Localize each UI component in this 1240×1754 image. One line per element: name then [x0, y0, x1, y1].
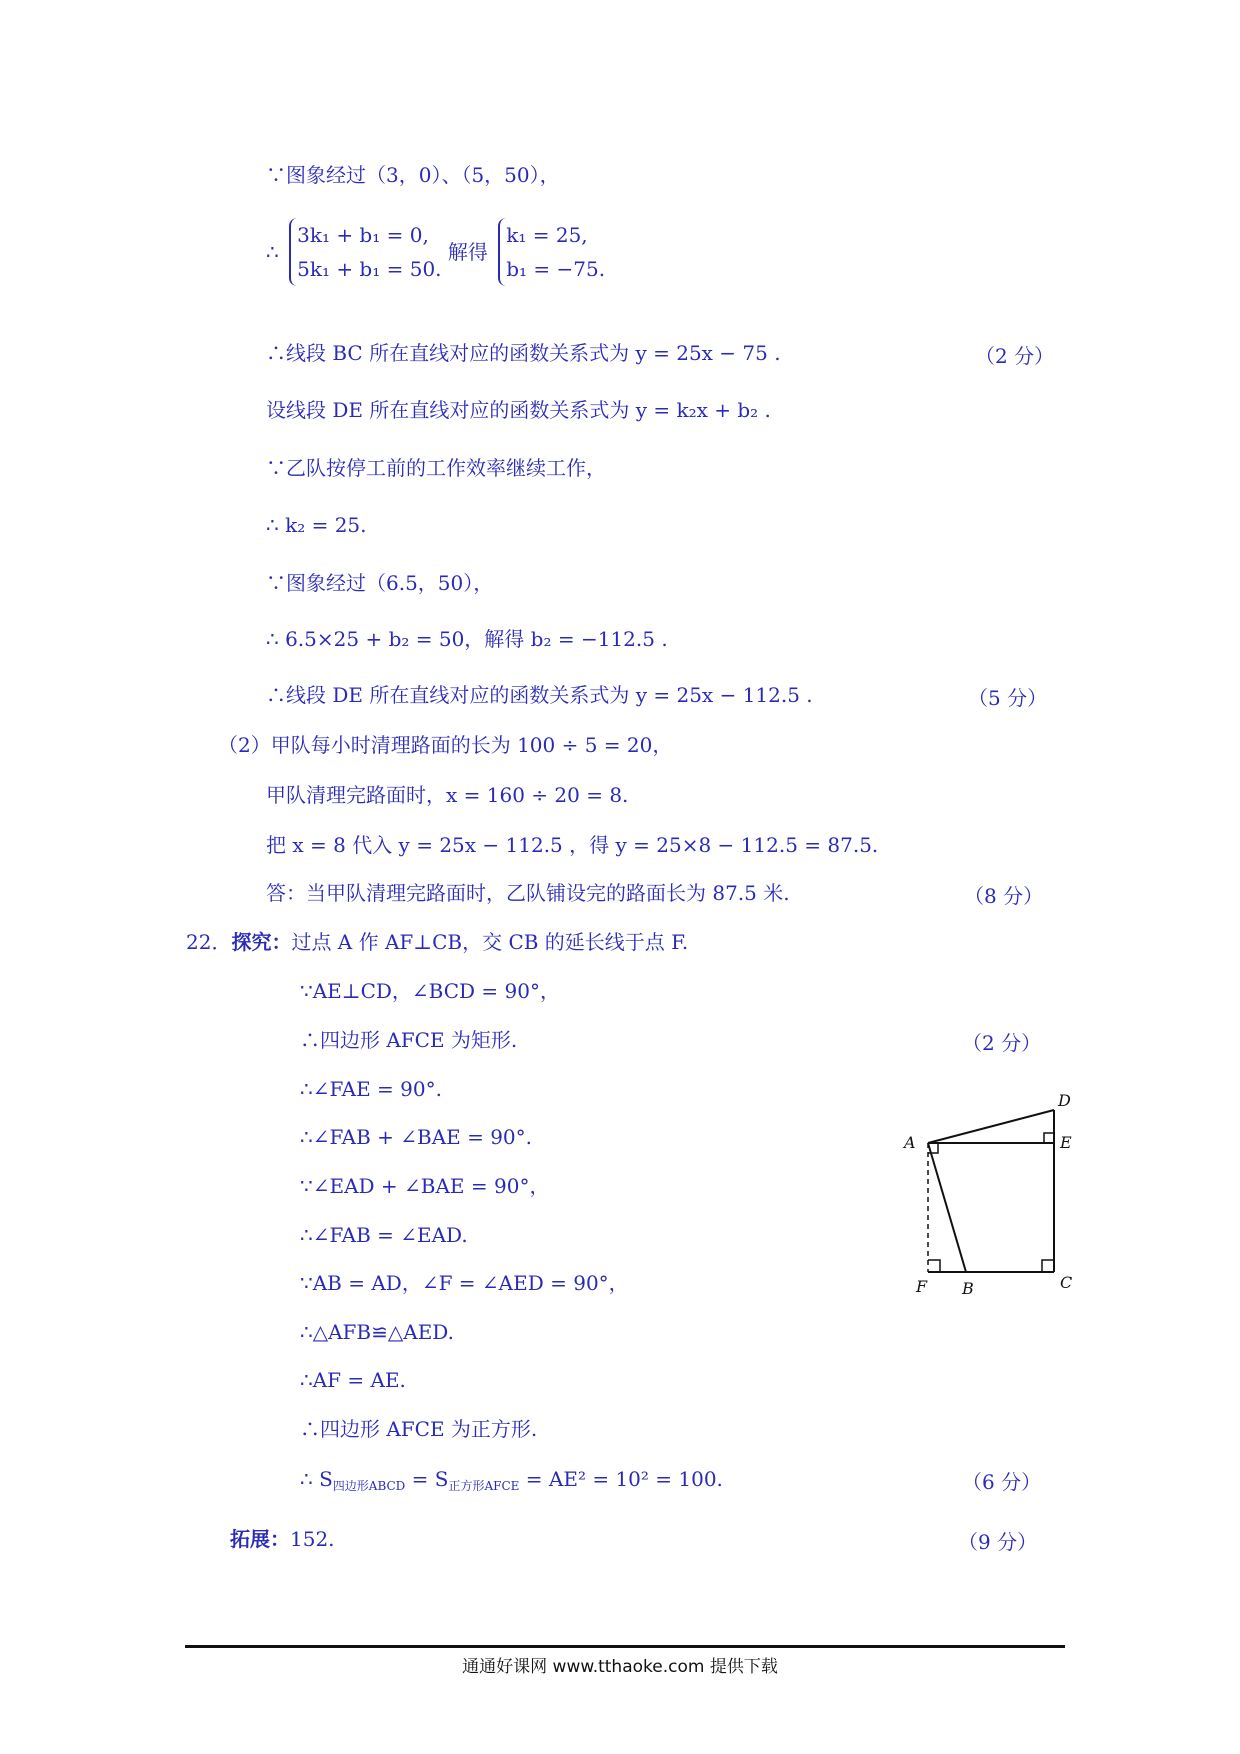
- line-team-b-efficiency: ∵乙队按停工前的工作效率继续工作，: [266, 456, 606, 480]
- area-conclusion: [300, 1466, 723, 1499]
- line-de-setup: 设线段 DE 所在直线对应的函数关系式为 y = k₂x + b₂ .: [266, 398, 771, 422]
- line-substitute: 把 x = 8 代入 y = 25x − 112.5 ，得 y = 25×8 − 112.5 = 87.5.: [266, 833, 879, 857]
- solve-label: 解得: [447, 240, 488, 264]
- solution-system: [498, 218, 605, 286]
- segment-ad: [928, 1110, 1054, 1143]
- therefore-symbol: ∴: [266, 240, 279, 264]
- score-mark-8: （8 分）: [964, 884, 1044, 908]
- label-a: A: [904, 1133, 916, 1152]
- explore-label: 探究：: [231, 930, 292, 954]
- proof-step-5: ∵∠EAD + ∠BAE = 90°，: [300, 1174, 550, 1198]
- score-mark-5: （5 分）: [968, 686, 1048, 710]
- right-angle-c: [1042, 1260, 1054, 1272]
- score-mark-2: （2 分）: [975, 344, 1055, 368]
- geometry-figure: [890, 1080, 1090, 1300]
- line-de-function: ∴线段 DE 所在直线对应的函数关系式为 y = 25x − 112.5 .: [266, 683, 813, 707]
- proof-step-8: ∴△AFB≌△AED.: [300, 1320, 454, 1344]
- proof-step-4: ∴∠FAB + ∠BAE = 90°.: [300, 1125, 533, 1149]
- proof-step-9: ∴AF = AE.: [300, 1368, 406, 1392]
- problem-22-heading: [186, 929, 688, 955]
- label-e: E: [1060, 1133, 1072, 1152]
- equation-1: 3k₁ + b₁ = 0,: [297, 223, 429, 247]
- line-b2-solve: ∴ 6.5×25 + b₂ = 50，解得 b₂ = −112.5 .: [266, 627, 668, 651]
- line-graph-points-1: ∵图象经过（3，0）、（5，50），: [266, 163, 560, 187]
- area-result: = AE² = 10² = 100.: [519, 1467, 723, 1491]
- area-sub-square: 正方形AFCE: [448, 1479, 520, 1493]
- proof-step-10: ∴四边形 AFCE 为正方形.: [300, 1417, 538, 1441]
- extension-line: [230, 1526, 335, 1552]
- proof-step-7: ∵AB = AD，∠F = ∠AED = 90°，: [300, 1271, 629, 1295]
- score-mark-9: （9 分）: [958, 1530, 1038, 1554]
- proof-step-2: ∴四边形 AFCE 为矩形.: [300, 1028, 518, 1052]
- area-s2: = S: [405, 1467, 449, 1491]
- extension-answer: 152.: [290, 1527, 335, 1551]
- line-answer: 答：当甲队清理完路面时，乙队铺设完的路面长为 87.5 米.: [266, 881, 790, 905]
- line-part-2-rate: （2）甲队每小时清理路面的长为 100 ÷ 5 = 20，: [218, 733, 673, 757]
- score-mark-6: （6 分）: [962, 1470, 1042, 1494]
- problem-number: 22．: [186, 930, 232, 954]
- footer-text: 通通好课网 www.tthaoke.com 提供下载: [462, 1657, 778, 1677]
- proof-step-1: ∵AE⊥CD，∠BCD = 90°，: [300, 979, 560, 1003]
- label-f: F: [916, 1277, 928, 1296]
- label-d: D: [1058, 1091, 1071, 1110]
- system-equations-line: [266, 218, 605, 286]
- area-sub-quadrilateral: 四边形ABCD: [332, 1479, 406, 1493]
- label-b: B: [962, 1279, 974, 1298]
- construction-text: 过点 A 作 AF⊥CB，交 CB 的延长线于点 F.: [291, 930, 689, 954]
- solution-2: b₁ = −75.: [506, 257, 606, 281]
- footer-divider: [185, 1645, 1065, 1648]
- right-angle-e: [1044, 1133, 1054, 1143]
- extension-label: 拓展：: [230, 1527, 290, 1551]
- proof-step-6: ∴∠FAB = ∠EAD.: [300, 1223, 468, 1247]
- equation-2: 5k₁ + b₁ = 50.: [297, 257, 442, 281]
- line-team-a-finish: 甲队清理完路面时，x = 160 ÷ 20 = 8.: [266, 783, 629, 807]
- score-mark-2b: （2 分）: [962, 1031, 1042, 1055]
- line-k2-value: ∴ k₂ = 25.: [266, 513, 367, 537]
- right-angle-f: [928, 1260, 940, 1272]
- equation-system: [289, 218, 441, 286]
- solution-1: k₁ = 25,: [506, 223, 588, 247]
- proof-step-3: ∴∠FAE = 90°.: [300, 1077, 442, 1101]
- label-c: C: [1060, 1273, 1073, 1292]
- line-bc-function: ∴线段 BC 所在直线对应的函数关系式为 y = 25x − 75 .: [266, 341, 781, 365]
- area-s1: ∴ S: [300, 1467, 333, 1491]
- line-graph-points-2: ∵图象经过（6.5，50），: [266, 571, 494, 595]
- segment-ab: [928, 1143, 966, 1272]
